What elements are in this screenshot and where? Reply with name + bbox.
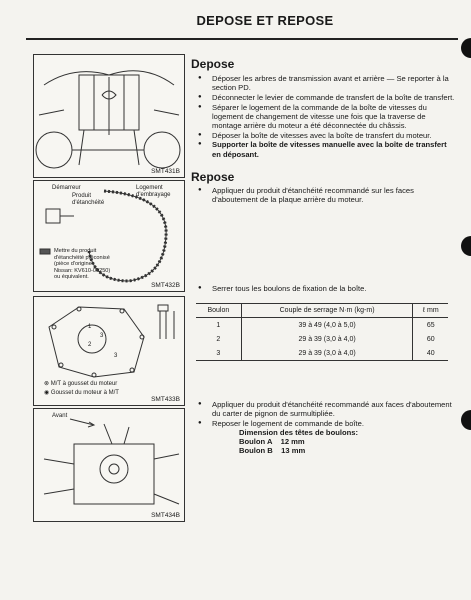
depose-list xyxy=(192,74,457,159)
torque-table xyxy=(196,303,448,361)
edge-tab xyxy=(461,38,471,58)
final-list xyxy=(192,400,457,429)
dimension-b: Boulon B 13 mm xyxy=(239,446,306,455)
legend-b: ◉ Gousset du moteur à M/T xyxy=(44,390,119,396)
list-item: ● Déconnecter le levier de commande de transfert de la boîte de transfert. xyxy=(192,93,457,102)
table-header-row xyxy=(196,304,448,318)
list-item: ● Appliquer du produit d'étanchéité recommandé sur les faces d'aboutement de la plaque arrière du moteur. xyxy=(192,186,457,204)
figure-clutch-housing xyxy=(33,180,185,292)
table-cell: 2 xyxy=(216,335,221,343)
legend-b-text: Gousset du moteur à M/T xyxy=(50,390,119,396)
callout-3: 3 xyxy=(100,333,104,339)
list-item: ● Déposer la boîte de vitesses avec la boîte de transfert du moteur. xyxy=(192,131,457,140)
table-cell: 60 xyxy=(413,332,448,346)
list-item: ● Déposer les arbres de transmission avant et arrière — Se reporter à la section PD. xyxy=(192,74,457,92)
figure-code: SMT433B xyxy=(151,396,180,403)
col-length: ℓ mm xyxy=(413,304,448,318)
callout-3b: 3 xyxy=(114,353,118,359)
engine-bay-drawing xyxy=(34,55,184,177)
callout-2: 2 xyxy=(88,342,92,348)
col-couple: Couple de serrage N·m (kg-m) xyxy=(241,304,413,318)
edge-tab xyxy=(461,236,471,256)
bolt-layout-drawing xyxy=(34,297,184,405)
list-item: ● Reposer le logement de commande de boîte. xyxy=(192,419,457,428)
table-row xyxy=(196,346,448,361)
label-produit: Produit d'étanchéité xyxy=(72,193,105,206)
list-item: ● Appliquer du produit d'étanchéité recommandé aux faces d'aboutement du carter de pignon de surmultipliée. xyxy=(192,400,457,418)
figure-code: SMT431B xyxy=(151,168,180,175)
control-housing-drawing xyxy=(34,409,184,521)
table-row xyxy=(196,332,448,346)
repose-list xyxy=(192,186,457,205)
figure-bolt-layout xyxy=(33,296,185,406)
sealant-legend: Mettre du produit d'étanchéité préconisé (pièce d'origine Nissan: KV610-00250) ou équivalent. xyxy=(54,248,111,280)
col-boulon: Boulon xyxy=(196,304,241,318)
figure-code: SMT432B xyxy=(151,282,180,289)
page-title: DEPOSE ET REPOSE xyxy=(196,13,334,28)
callout-1: 1 xyxy=(88,324,92,330)
header-rule xyxy=(26,38,458,40)
figure-code: SMT434B xyxy=(151,512,180,519)
label-demarreur: Démarreur xyxy=(52,185,81,191)
serrer-list xyxy=(192,284,457,294)
table-cell: 39 à 49 (4,0 à 5,0) xyxy=(241,318,413,333)
table-row xyxy=(196,318,448,333)
figure-engine-bay xyxy=(33,54,185,178)
dimension-title: Dimension des têtes de boulons: xyxy=(239,428,358,437)
list-item: ● Serrer tous les boulons de fixation de la boîte. xyxy=(192,284,457,293)
table-cell: 40 xyxy=(413,346,448,361)
repose-heading: Repose xyxy=(191,170,235,184)
legend-a-text: M/T à gousset du moteur xyxy=(50,381,118,387)
list-item: ● Séparer le logement de la commande de la boîte de vitesses du logement de changement de vitesse une fois que la traverse de montage arrière du moteur a été déconnectée du châssis. xyxy=(192,103,457,131)
list-item: ● Supporter la boîte de vitesses manuelle avec la boîte de transfert en déposant. xyxy=(192,140,457,158)
dimension-a: Boulon A 12 mm xyxy=(239,437,305,446)
label-avant: Avant xyxy=(52,413,68,419)
table-cell: 65 xyxy=(413,318,448,333)
table-cell: 29 à 39 (3,0 à 4,0) xyxy=(241,332,413,346)
legend-a: ⊗ M/T à gousset du moteur xyxy=(44,381,118,387)
depose-heading: Depose xyxy=(191,57,235,71)
edge-tab xyxy=(461,410,471,430)
table-cell: 1 xyxy=(216,321,221,329)
table-cell: 29 à 39 (3,0 à 4,0) xyxy=(241,346,413,361)
figure-control-housing xyxy=(33,408,185,522)
table-cell: 3 xyxy=(196,346,241,361)
label-logement: Logement d'embrayage xyxy=(136,185,171,198)
